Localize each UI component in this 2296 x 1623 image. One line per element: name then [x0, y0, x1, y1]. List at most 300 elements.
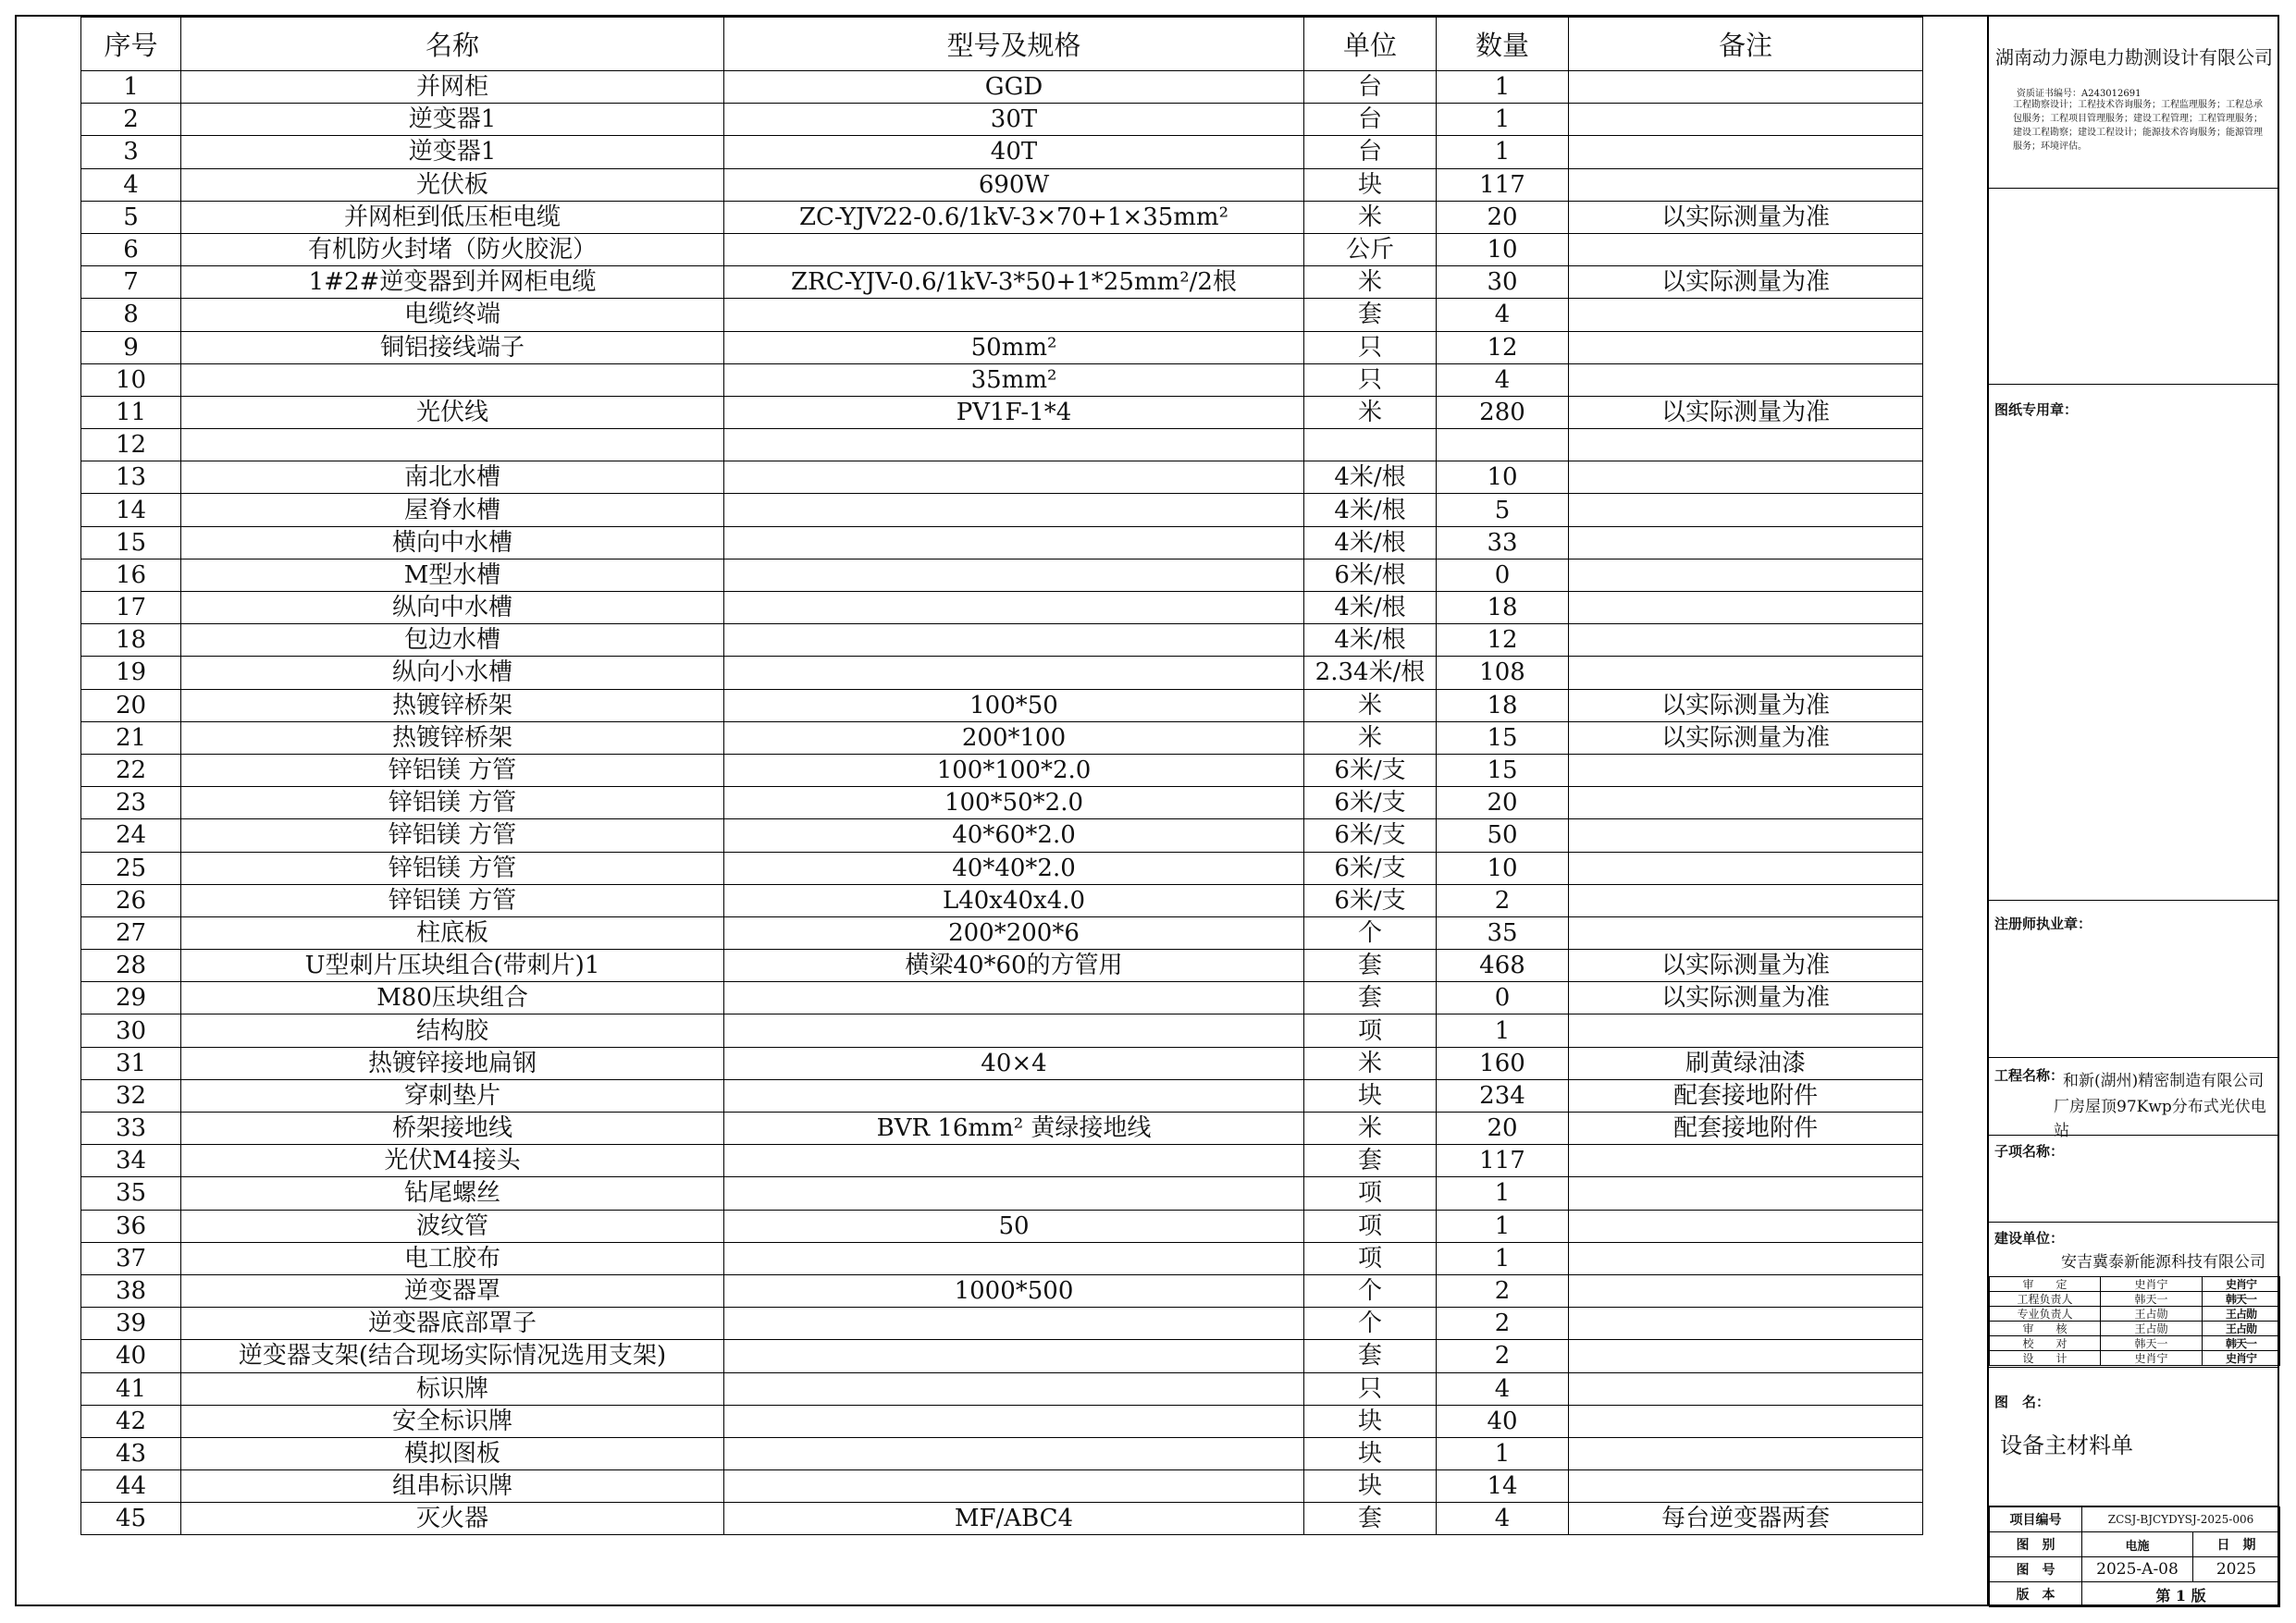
row-index: 32: [81, 1079, 181, 1112]
row-index: 25: [81, 852, 181, 884]
item-unit: 只: [1304, 331, 1437, 363]
row-index: 33: [81, 1113, 181, 1145]
row-index: 2: [81, 104, 181, 136]
col-header-unit: 单位: [1304, 18, 1437, 71]
item-quantity: 50: [1437, 819, 1569, 852]
item-name: 逆变器支架(结合现场实际情况选用支架): [181, 1340, 724, 1372]
title-block: [1987, 15, 2279, 1606]
item-unit: 6米/支: [1304, 852, 1437, 884]
item-name: 纵向中水槽: [181, 592, 724, 624]
item-remark: [1569, 461, 1923, 494]
item-remark: 配套接地附件: [1569, 1079, 1923, 1112]
item-unit: 套: [1304, 299, 1437, 331]
table-row: [81, 1145, 1923, 1177]
item-quantity: [1437, 429, 1569, 461]
item-spec: 200*200*6: [724, 916, 1304, 949]
item-quantity: 1: [1437, 1177, 1569, 1210]
row-index: 30: [81, 1014, 181, 1047]
item-spec: [724, 559, 1304, 591]
item-quantity: 117: [1437, 168, 1569, 201]
material-table-body: [81, 71, 1923, 1535]
item-remark: [1569, 363, 1923, 396]
drawing-name-label: 图 名：: [1994, 1394, 2051, 1410]
item-spec: 1000*500: [724, 1274, 1304, 1307]
item-spec: BVR 16mm² 黄绿接地线: [724, 1113, 1304, 1145]
item-spec: 50: [724, 1210, 1304, 1242]
item-remark: [1569, 1145, 1923, 1177]
project-number: ZCSJ-BJCYDYSJ-2025-006: [2082, 1507, 2280, 1532]
date-label: 日 期: [2193, 1532, 2280, 1557]
table-row: [81, 526, 1923, 559]
item-name: 光伏M4接头: [181, 1145, 724, 1177]
item-spec: [724, 429, 1304, 461]
signature-row: [1990, 1351, 2280, 1366]
item-remark: [1569, 1177, 1923, 1210]
row-index: 4: [81, 168, 181, 201]
item-quantity: 10: [1437, 852, 1569, 884]
item-remark: [1569, 624, 1923, 657]
table-row: [81, 1372, 1923, 1405]
item-unit: 块: [1304, 1405, 1437, 1437]
item-quantity: 2: [1437, 884, 1569, 916]
item-quantity: 14: [1437, 1470, 1569, 1503]
item-spec: 40*40*2.0: [724, 852, 1304, 884]
table-row: [81, 429, 1923, 461]
table-row: [81, 136, 1923, 168]
signer-name: 史肖宁: [2101, 1277, 2203, 1292]
item-spec: [724, 461, 1304, 494]
item-name: 逆变器1: [181, 104, 724, 136]
item-remark: [1569, 1242, 1923, 1274]
item-quantity: 5: [1437, 494, 1569, 526]
item-remark: 刷黄绿油漆: [1569, 1047, 1923, 1079]
table-row: [81, 982, 1923, 1014]
item-unit: 项: [1304, 1177, 1437, 1210]
item-quantity: 1: [1437, 71, 1569, 104]
item-quantity: 15: [1437, 754, 1569, 786]
row-index: 26: [81, 884, 181, 916]
item-quantity: 20: [1437, 1113, 1569, 1145]
item-remark: [1569, 559, 1923, 591]
item-spec: [724, 526, 1304, 559]
item-quantity: 15: [1437, 721, 1569, 754]
table-row: [81, 1242, 1923, 1274]
signer-role: 审 定: [1990, 1277, 2101, 1292]
item-name: 热镀锌桥架: [181, 721, 724, 754]
item-remark: 每台逆变器两套: [1569, 1503, 1923, 1535]
subproject-label: 子项名称：: [1994, 1143, 2065, 1160]
signature-row: [1990, 1292, 2280, 1307]
item-spec: [724, 1340, 1304, 1372]
item-name: U型刺片压块组合(带刺片)1: [181, 950, 724, 982]
item-remark: [1569, 1340, 1923, 1372]
row-index: 15: [81, 526, 181, 559]
table-row: [81, 266, 1923, 299]
table-row: [81, 299, 1923, 331]
item-unit: 米: [1304, 266, 1437, 299]
item-name: 结构胶: [181, 1014, 724, 1047]
item-quantity: 20: [1437, 787, 1569, 819]
row-index: 22: [81, 754, 181, 786]
item-remark: [1569, 916, 1923, 949]
item-quantity: 0: [1437, 559, 1569, 591]
row-index: 3: [81, 136, 181, 168]
project-number-label: 项目编号: [1990, 1507, 2082, 1532]
subproject-section: [1989, 1136, 2279, 1223]
item-unit: 项: [1304, 1014, 1437, 1047]
item-quantity: 12: [1437, 624, 1569, 657]
table-row: [81, 1340, 1923, 1372]
item-name: 南北水槽: [181, 461, 724, 494]
item-unit: 只: [1304, 1372, 1437, 1405]
item-remark: [1569, 787, 1923, 819]
table-row: [81, 852, 1923, 884]
item-name: 纵向小水槽: [181, 657, 724, 689]
item-unit: 台: [1304, 104, 1437, 136]
item-remark: [1569, 331, 1923, 363]
signature: 史肖宁: [2203, 1277, 2280, 1292]
table-row: [81, 363, 1923, 396]
owner-section: [1989, 1223, 2279, 1276]
item-spec: ZRC-YJV-0.6/1kV-3*50+1*25mm²/2根: [724, 266, 1304, 299]
table-row: [81, 559, 1923, 591]
project-name-line2: 厂房屋顶97Kwp分布式光伏电站: [2054, 1098, 2266, 1140]
item-remark: [1569, 494, 1923, 526]
signer-role: 工程负责人: [1990, 1292, 2101, 1307]
design-company: 湖南动力源电力勘测设计有限公司: [1995, 46, 2273, 68]
item-quantity: 108: [1437, 657, 1569, 689]
item-remark: [1569, 168, 1923, 201]
table-row: [81, 689, 1923, 721]
item-spec: 横梁40*60的方管用: [724, 950, 1304, 982]
item-name: 灭火器: [181, 1503, 724, 1535]
signer-name: 韩天一: [2101, 1336, 2203, 1351]
item-remark: 以实际测量为准: [1569, 689, 1923, 721]
item-remark: [1569, 754, 1923, 786]
signature: 史肖宁: [2203, 1351, 2280, 1366]
row-index: 21: [81, 721, 181, 754]
item-spec: 40×4: [724, 1047, 1304, 1079]
table-header-row: [81, 18, 1923, 71]
table-row: [81, 1210, 1923, 1242]
item-spec: [724, 1242, 1304, 1274]
item-quantity: 280: [1437, 396, 1569, 428]
item-spec: MF/ABC4: [724, 1503, 1304, 1535]
drawing-info-table: [1989, 1506, 2280, 1607]
row-index: 6: [81, 233, 181, 265]
row-index: 42: [81, 1405, 181, 1437]
signature: 韩天一: [2203, 1292, 2280, 1307]
signer-role: 校 对: [1990, 1336, 2101, 1351]
item-spec: 100*50*2.0: [724, 787, 1304, 819]
table-row: [81, 721, 1923, 754]
item-unit: 4米/根: [1304, 526, 1437, 559]
table-row: [81, 494, 1923, 526]
table-row: [81, 1177, 1923, 1210]
item-remark: [1569, 233, 1923, 265]
table-row: [81, 233, 1923, 265]
project-number-row: [1990, 1507, 2280, 1532]
signer-name: 韩天一: [2101, 1292, 2203, 1307]
date-value: 2025: [2193, 1557, 2280, 1582]
item-name: 热镀锌桥架: [181, 689, 724, 721]
item-name: 桥架接地线: [181, 1113, 724, 1145]
item-quantity: 1: [1437, 1437, 1569, 1469]
item-spec: [724, 1372, 1304, 1405]
item-quantity: 468: [1437, 950, 1569, 982]
drawing-number: 2025-A-08: [2082, 1557, 2193, 1582]
table-row: [81, 754, 1923, 786]
item-unit: 块: [1304, 1470, 1437, 1503]
row-index: 5: [81, 201, 181, 233]
item-spec: 690W: [724, 168, 1304, 201]
row-index: 16: [81, 559, 181, 591]
signer-name: 史肖宁: [2101, 1351, 2203, 1366]
drawing-number-row: [1990, 1557, 2280, 1582]
table-row: [81, 916, 1923, 949]
item-unit: 块: [1304, 1437, 1437, 1469]
item-unit: 套: [1304, 1503, 1437, 1535]
item-unit: 米: [1304, 1047, 1437, 1079]
signer-role: 专业负责人: [1990, 1307, 2101, 1322]
signature: 韩天一: [2203, 1336, 2280, 1351]
item-name: 锌铝镁 方管: [181, 787, 724, 819]
item-name: 波纹管: [181, 1210, 724, 1242]
table-row: [81, 461, 1923, 494]
table-row: [81, 331, 1923, 363]
item-spec: 200*100: [724, 721, 1304, 754]
table-row: [81, 1113, 1923, 1145]
item-remark: 配套接地附件: [1569, 1113, 1923, 1145]
row-index: 37: [81, 1242, 181, 1274]
item-name: 1#2#逆变器到并网柜电缆: [181, 266, 724, 299]
item-remark: 以实际测量为准: [1569, 982, 1923, 1014]
item-remark: [1569, 1437, 1923, 1469]
item-name: 安全标识牌: [181, 1405, 724, 1437]
item-unit: 6米/支: [1304, 819, 1437, 852]
item-name: 逆变器底部罩子: [181, 1308, 724, 1340]
table-row: [81, 201, 1923, 233]
item-unit: 只: [1304, 363, 1437, 396]
table-row: [81, 657, 1923, 689]
project-section: [1989, 1058, 2279, 1140]
signer-name: 王占勋: [2101, 1307, 2203, 1322]
row-index: 38: [81, 1274, 181, 1307]
item-unit: 套: [1304, 1145, 1437, 1177]
item-quantity: 18: [1437, 592, 1569, 624]
item-name: M80压块组合: [181, 982, 724, 1014]
item-spec: GGD: [724, 71, 1304, 104]
item-name: 并网柜: [181, 71, 724, 104]
item-spec: [724, 657, 1304, 689]
item-unit: 米: [1304, 396, 1437, 428]
table-row: [81, 624, 1923, 657]
item-name: 热镀锌接地扁钢: [181, 1047, 724, 1079]
item-unit: 套: [1304, 982, 1437, 1014]
item-spec: [724, 1079, 1304, 1112]
col-header-remark: 备注: [1569, 18, 1923, 71]
row-index: 45: [81, 1503, 181, 1535]
item-quantity: 20: [1437, 201, 1569, 233]
item-remark: [1569, 1014, 1923, 1047]
row-index: 28: [81, 950, 181, 982]
table-row: [81, 819, 1923, 852]
item-quantity: 1: [1437, 136, 1569, 168]
item-quantity: 4: [1437, 299, 1569, 331]
item-remark: [1569, 1308, 1923, 1340]
signature: 王占勋: [2203, 1322, 2280, 1336]
item-quantity: 2: [1437, 1340, 1569, 1372]
row-index: 27: [81, 916, 181, 949]
item-spec: [724, 1308, 1304, 1340]
item-remark: [1569, 1470, 1923, 1503]
row-index: 24: [81, 819, 181, 852]
item-unit: 台: [1304, 136, 1437, 168]
item-quantity: 4: [1437, 1503, 1569, 1535]
item-remark: [1569, 884, 1923, 916]
table-row: [81, 1014, 1923, 1047]
row-index: 8: [81, 299, 181, 331]
drawing-name: 设备主材料单: [2000, 1432, 2133, 1458]
item-remark: [1569, 1274, 1923, 1307]
item-name: 组串标识牌: [181, 1470, 724, 1503]
item-spec: ZC-YJV22-0.6/1kV-3×70+1×35mm²: [724, 201, 1304, 233]
item-quantity: 2: [1437, 1308, 1569, 1340]
item-spec: 40T: [724, 136, 1304, 168]
row-index: 31: [81, 1047, 181, 1079]
item-quantity: 4: [1437, 1372, 1569, 1405]
table-row: [81, 104, 1923, 136]
item-quantity: 234: [1437, 1079, 1569, 1112]
item-spec: [724, 494, 1304, 526]
item-quantity: 35: [1437, 916, 1569, 949]
row-index: 39: [81, 1308, 181, 1340]
business-scope: 工程勘察设计；工程技术咨询服务；工程监理服务；工程总承包服务；工程项目管理服务；建设工程管理；工程管理服务；建设工程勘察；建设工程设计；能源技术咨询服务；能源管理服务；环境评估。: [2013, 100, 2263, 152]
item-unit: 6米/支: [1304, 884, 1437, 916]
row-index: 29: [81, 982, 181, 1014]
item-name: 屋脊水槽: [181, 494, 724, 526]
item-name: 穿刺垫片: [181, 1079, 724, 1112]
item-spec: 50mm²: [724, 331, 1304, 363]
row-index: 43: [81, 1437, 181, 1469]
item-remark: [1569, 526, 1923, 559]
item-remark: [1569, 1405, 1923, 1437]
row-index: 41: [81, 1372, 181, 1405]
signature: 王占勋: [2203, 1307, 2280, 1322]
table-row: [81, 1470, 1923, 1503]
item-unit: 公斤: [1304, 233, 1437, 265]
item-unit: 个: [1304, 1274, 1437, 1307]
item-name: 横向中水槽: [181, 526, 724, 559]
table-row: [81, 592, 1923, 624]
item-quantity: 1: [1437, 104, 1569, 136]
item-unit: 米: [1304, 1113, 1437, 1145]
col-header-index: 序号: [81, 18, 181, 71]
row-index: 44: [81, 1470, 181, 1503]
item-unit: 项: [1304, 1210, 1437, 1242]
item-spec: [724, 1405, 1304, 1437]
item-spec: 40*60*2.0: [724, 819, 1304, 852]
engineer-seal-section: [1989, 901, 2279, 1058]
item-name: 锌铝镁 方管: [181, 754, 724, 786]
item-remark: [1569, 852, 1923, 884]
item-unit: 块: [1304, 168, 1437, 201]
row-index: 10: [81, 363, 181, 396]
item-spec: [724, 1145, 1304, 1177]
row-index: 35: [81, 1177, 181, 1210]
item-remark: [1569, 1210, 1923, 1242]
blank-section: [1989, 189, 2279, 385]
item-unit: 6米/根: [1304, 559, 1437, 591]
version-label: 版 本: [1990, 1582, 2082, 1607]
item-unit: [1304, 429, 1437, 461]
project-label: 工程名称：: [1994, 1067, 2065, 1084]
row-index: 19: [81, 657, 181, 689]
row-index: 14: [81, 494, 181, 526]
item-quantity: 1: [1437, 1210, 1569, 1242]
item-unit: 台: [1304, 71, 1437, 104]
drawing-number-label: 图 号: [1990, 1557, 2082, 1582]
item-unit: 2.34米/根: [1304, 657, 1437, 689]
item-quantity: 10: [1437, 461, 1569, 494]
item-unit: 套: [1304, 1340, 1437, 1372]
row-index: 18: [81, 624, 181, 657]
item-quantity: 2: [1437, 1274, 1569, 1307]
item-name: 锌铝镁 方管: [181, 852, 724, 884]
item-spec: [724, 233, 1304, 265]
item-name: 包边水槽: [181, 624, 724, 657]
item-name: 电工胶布: [181, 1242, 724, 1274]
item-quantity: 1: [1437, 1014, 1569, 1047]
signature-row: [1990, 1336, 2280, 1351]
row-index: 9: [81, 331, 181, 363]
item-name: 钻尾螺丝: [181, 1177, 724, 1210]
item-remark: [1569, 299, 1923, 331]
item-unit: 6米/支: [1304, 787, 1437, 819]
row-index: 1: [81, 71, 181, 104]
engineer-seal-label: 注册师执业章：: [1994, 916, 2092, 932]
item-name: 电缆终端: [181, 299, 724, 331]
item-unit: 块: [1304, 1079, 1437, 1112]
item-quantity: 117: [1437, 1145, 1569, 1177]
item-name: 模拟图板: [181, 1437, 724, 1469]
item-name: 光伏板: [181, 168, 724, 201]
signer-name: 王占勋: [2101, 1322, 2203, 1336]
row-index: 40: [81, 1340, 181, 1372]
item-unit: 4米/根: [1304, 592, 1437, 624]
row-index: 17: [81, 592, 181, 624]
company-section: [1989, 15, 2279, 189]
row-index: 36: [81, 1210, 181, 1242]
table-row: [81, 884, 1923, 916]
table-row: [81, 1274, 1923, 1307]
item-remark: [1569, 429, 1923, 461]
signature-table: [1989, 1276, 2280, 1366]
item-remark: [1569, 136, 1923, 168]
item-unit: 项: [1304, 1242, 1437, 1274]
item-unit: 套: [1304, 950, 1437, 982]
item-unit: 米: [1304, 201, 1437, 233]
category-row: [1990, 1532, 2280, 1557]
item-quantity: 30: [1437, 266, 1569, 299]
row-index: 20: [81, 689, 181, 721]
item-name: 柱底板: [181, 916, 724, 949]
drawing-name-section: [1989, 1367, 2279, 1506]
item-spec: [724, 1014, 1304, 1047]
item-spec: 35mm²: [724, 363, 1304, 396]
item-remark: 以实际测量为准: [1569, 201, 1923, 233]
item-name: 逆变器罩: [181, 1274, 724, 1307]
